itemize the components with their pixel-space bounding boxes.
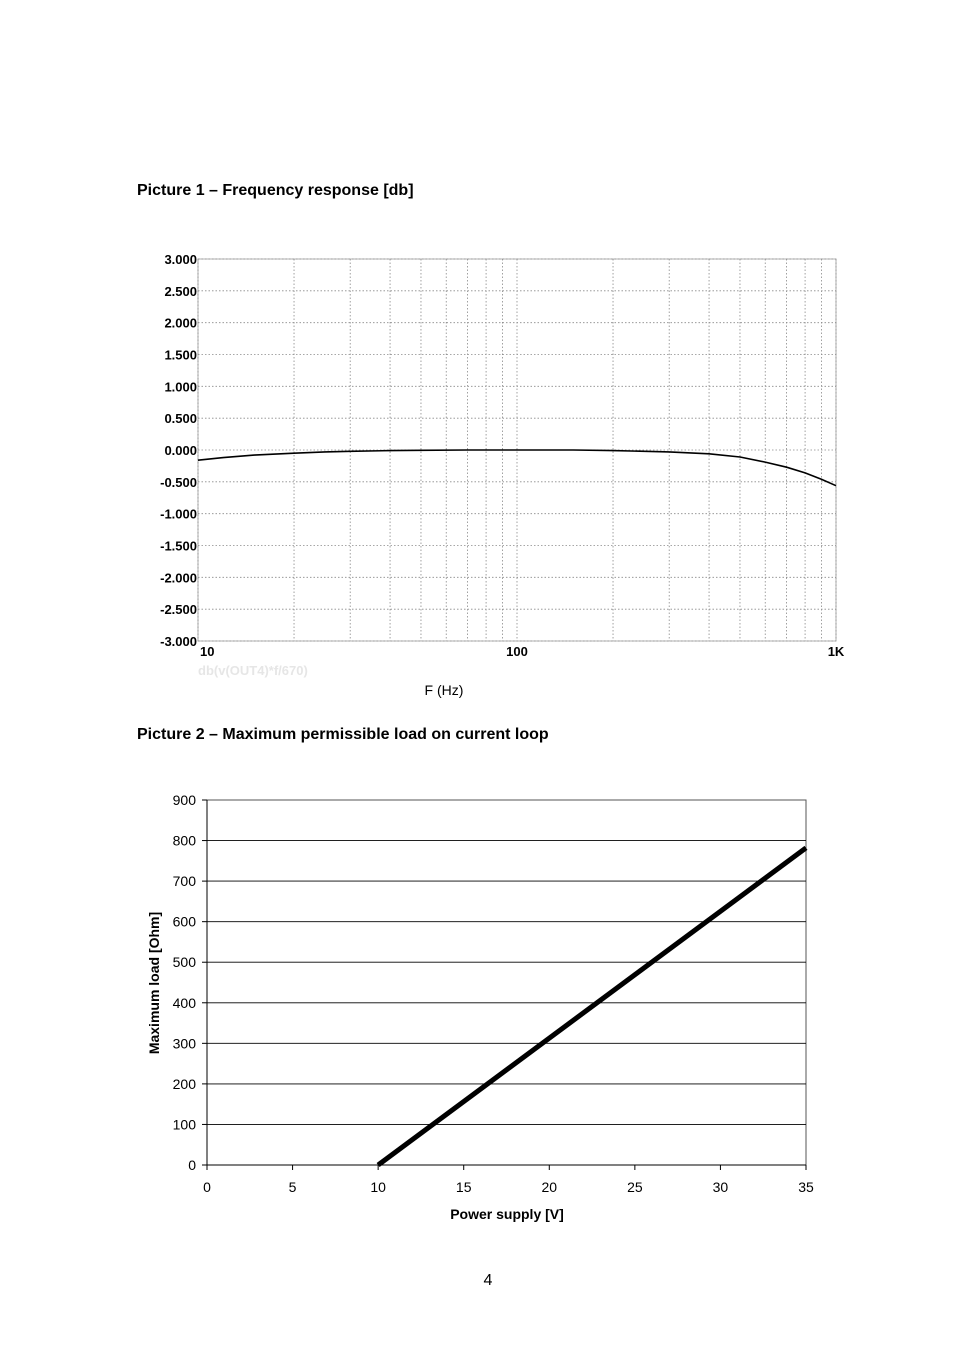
y-tick-label: 400 xyxy=(172,994,196,1011)
x-axis-label: F (Hz) xyxy=(424,682,464,698)
y-tick-label: 3.000 xyxy=(164,252,197,267)
x-tick-label: 100 xyxy=(506,644,528,659)
y-tick-label: 2.500 xyxy=(164,283,197,299)
x-tick-label: 10 xyxy=(200,644,215,659)
x-tick-label: 0 xyxy=(203,1179,211,1195)
y-tick-label: 100 xyxy=(172,1116,196,1133)
y-tick-label: 800 xyxy=(172,832,196,849)
y-tick-label: 200 xyxy=(172,1075,196,1092)
y-tick-label: -3.000 xyxy=(160,634,197,649)
y-tick-label: 1.500 xyxy=(164,347,197,363)
trace-annotation: db(v(OUT4)*f/670) xyxy=(198,663,308,678)
y-tick-label: 700 xyxy=(172,873,196,890)
plot-area xyxy=(207,800,806,1165)
x-tick-label: 10 xyxy=(370,1179,386,1195)
x-tick-label: 15 xyxy=(455,1179,472,1195)
y-tick-label: 500 xyxy=(172,954,196,971)
y-tick-label: 0.500 xyxy=(164,411,197,427)
y-tick-label: 600 xyxy=(172,913,196,930)
x-axis-label: Power supply [V] xyxy=(450,1206,564,1222)
y-tick-label: -1.500 xyxy=(160,538,197,554)
chart1-caption: Picture 1 – Frequency response [db] xyxy=(137,182,414,199)
x-tick-label: 25 xyxy=(627,1179,643,1195)
x-tick-label: 30 xyxy=(712,1179,729,1195)
y-tick-label: 0 xyxy=(188,1157,196,1173)
y-tick-label: 300 xyxy=(172,1035,196,1052)
x-tick-label: 20 xyxy=(541,1179,558,1195)
y-tick-label: -0.500 xyxy=(160,474,197,490)
y-tick-label: -2.000 xyxy=(160,570,197,586)
y-axis-label: Maximum load [Ohm] xyxy=(146,911,162,1055)
chart2-caption: Picture 2 – Maximum permissible load on current loop xyxy=(137,726,549,743)
y-tick-label: -1.000 xyxy=(160,506,197,522)
page-number: 4 xyxy=(483,1272,493,1289)
y-tick-label: 0.000 xyxy=(164,443,197,458)
y-tick-label: -2.500 xyxy=(160,602,197,618)
y-tick-label: 900 xyxy=(172,792,196,808)
x-tick-label: 35 xyxy=(798,1179,814,1195)
y-tick-label: 1.000 xyxy=(164,379,197,395)
y-tick-label: 2.000 xyxy=(164,315,197,331)
x-tick-label: 1K xyxy=(827,644,845,659)
x-tick-label: 5 xyxy=(288,1179,297,1195)
